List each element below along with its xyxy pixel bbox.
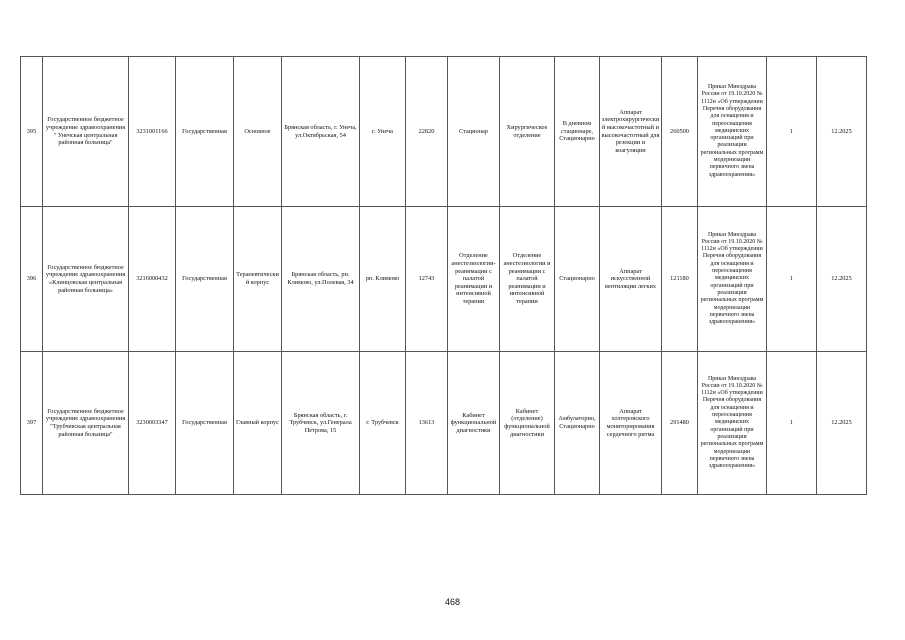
ownership-cell: Государственная	[176, 207, 234, 352]
period-cell: 12.2025	[817, 207, 867, 352]
table-row	[21, 207, 867, 352]
department-cell: Отделение анестезиологии и реанимации с палатой реанимации и интенсивной терапии	[500, 207, 555, 352]
equipment-cell: Аппарат холтеровского мониторирования сердечного ритма	[600, 352, 662, 495]
row-number-cell: 397	[21, 352, 43, 495]
population-cell: 13613	[406, 352, 448, 495]
organization-cell: Государственное бюджетное учреждение здравоохранения " Унечская центральная районная больница"	[43, 57, 129, 207]
building-cell: Терапевтический корпус	[234, 207, 282, 352]
period-cell: 12.2025	[817, 57, 867, 207]
locality-cell: г. Трубчевск	[360, 352, 406, 495]
legal-basis-cell: Приказ Минздрава России от 19.10.2020 № 1112н «Об утверждении Перечня оборудования для оснащения и переоснащения медицинских организаций при реализации региональных программ модернизации первичного звена здравоохранения»	[698, 207, 767, 352]
equipment-cell: Аппарат искусственной вентиляции легких	[600, 207, 662, 352]
care-condition-cell: Амбулаторно, Стационарно	[555, 352, 600, 495]
row-number-cell: 396	[21, 207, 43, 352]
legal-basis-cell: Приказ Минздрава России от 19.10.2020 № 1112н «Об утверждении Перечня оборудования для оснащения и переоснащения медицинских организаций при реализации региональных программ модернизации первичного звена здравоохранения»	[698, 352, 767, 495]
locality-cell: рп. Климово	[360, 207, 406, 352]
locality-cell: г. Унеча	[360, 57, 406, 207]
equipment-cell: Аппарат электрохирургический высокочастотный и высокочастотный для резекции и коагуляции	[600, 57, 662, 207]
care-condition-cell: Стационарно	[555, 207, 600, 352]
address-cell: Брянская область, г. Трубчевск, ул.Генерала Петрова, 15	[282, 352, 360, 495]
period-cell: 12.2025	[817, 352, 867, 495]
department-cell: Хирургическое отделение	[500, 57, 555, 207]
organization-cell: Государственное бюджетное учреждение здравоохранения «Клинцовская центральная районная больница»	[43, 207, 129, 352]
row-number-cell: 395	[21, 57, 43, 207]
care-type-cell: Стационар	[448, 57, 500, 207]
quantity-cell: 1	[767, 352, 817, 495]
care-type-cell: Отделение анестезиологии-реанимации с палатой реанимации и интенсивной терапии	[448, 207, 500, 352]
address-cell: Брянская область, г. Унеча, ул.Октябрьская, 54	[282, 57, 360, 207]
table-row	[21, 57, 867, 207]
table-row	[21, 352, 867, 495]
care-condition-cell: В дневном стационаре, Стационарно	[555, 57, 600, 207]
inn-cell: 3230003347	[129, 352, 176, 495]
care-type-cell: Кабинет функциональной диагностики	[448, 352, 500, 495]
inn-cell: 3216000432	[129, 207, 176, 352]
legal-basis-cell: Приказ Минздрава России от 19.10.2020 № 1112н «Об утверждении Перечня оборудования для оснащения и переоснащения медицинских организаций при реализации региональных программ модернизации первичного звена здравоохранения»	[698, 57, 767, 207]
page-number: 468	[444, 597, 461, 607]
equipment-table	[20, 56, 867, 495]
building-cell: Основное	[234, 57, 282, 207]
quantity-cell: 1	[767, 57, 817, 207]
department-cell: Кабинет (отделение) функциональной диагностики	[500, 352, 555, 495]
code-cell: 260500	[662, 57, 698, 207]
population-cell: 22820	[406, 57, 448, 207]
inn-cell: 3231001166	[129, 57, 176, 207]
organization-cell: Государственное бюджетное учреждение здравоохранения "Трубчевская центральная районная больница"	[43, 352, 129, 495]
quantity-cell: 1	[767, 207, 817, 352]
address-cell: Брянская область, рп. Климово, ул.Полевая, 34	[282, 207, 360, 352]
population-cell: 12743	[406, 207, 448, 352]
ownership-cell: Государственная	[176, 57, 234, 207]
building-cell: Главный корпус	[234, 352, 282, 495]
code-cell: 121180	[662, 207, 698, 352]
ownership-cell: Государственная	[176, 352, 234, 495]
code-cell: 291480	[662, 352, 698, 495]
